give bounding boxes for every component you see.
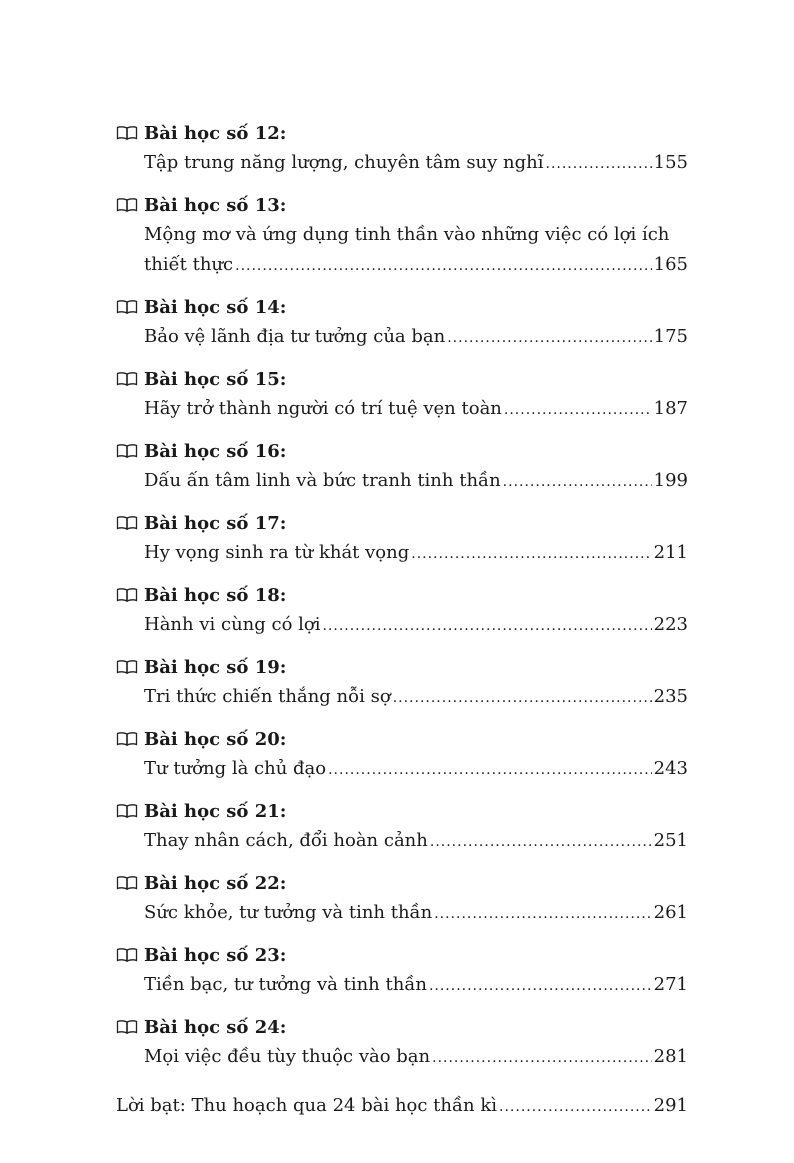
lesson-title: Bảo vệ lãnh địa tư tưởng của bạn [144, 326, 446, 347]
toc-entry-header [116, 652, 688, 682]
afterword-title: Lời bạt: Thu hoạch qua 24 bài học thần kì [116, 1095, 498, 1116]
open-book-icon [116, 947, 138, 963]
lesson-title: Tập trung năng lượng, chuyên tâm suy nghĩ [144, 152, 544, 173]
page-number: 155 [653, 152, 688, 173]
toc-entry[interactable] [116, 292, 688, 353]
toc-entry-header [116, 796, 688, 826]
open-book-icon [116, 299, 138, 315]
toc-entry-line [116, 322, 688, 353]
lesson-title: Sức khỏe, tư tưởng và tinh thần [144, 902, 433, 923]
toc-afterword[interactable] [116, 1091, 688, 1122]
dot-leader [235, 251, 652, 281]
toc-entry-header [116, 118, 688, 148]
lesson-label: Bài học số 22: [144, 872, 287, 894]
open-book-icon [116, 125, 138, 141]
dot-leader [393, 683, 652, 713]
lesson-label: Bài học số 13: [144, 194, 287, 216]
toc-entry-line [116, 538, 688, 569]
lesson-title: Tư tưởng là chủ đạo [144, 758, 327, 779]
lesson-title: Dấu ấn tâm linh và bức tranh tinh thần [144, 470, 501, 491]
lesson-label: Bài học số 23: [144, 944, 287, 966]
page-number: 271 [653, 974, 688, 995]
toc-entry-header [116, 190, 688, 220]
open-book-icon [116, 587, 138, 603]
lesson-label: Bài học số 15: [144, 368, 287, 390]
dot-leader [429, 971, 652, 1001]
toc-entry-header [116, 508, 688, 538]
lesson-title: Tri thức chiến thắng nỗi sợ [144, 686, 391, 707]
page-number: 211 [653, 542, 688, 563]
page-number: 243 [653, 758, 688, 779]
toc-entry-header [116, 940, 688, 970]
dot-leader [434, 899, 651, 929]
open-book-icon [116, 731, 138, 747]
toc-entry[interactable] [116, 508, 688, 569]
toc-entry-line [116, 148, 688, 179]
toc-entry-line [116, 250, 688, 281]
toc-entry[interactable] [116, 796, 688, 857]
dot-leader [546, 149, 652, 179]
toc-entry-line [116, 1042, 688, 1073]
lesson-title: Mọi việc đều tùy thuộc vào bạn [144, 1046, 431, 1067]
open-book-icon [116, 371, 138, 387]
page-number: 235 [653, 686, 688, 707]
open-book-icon [116, 1019, 138, 1035]
toc-entry[interactable] [116, 364, 688, 425]
dot-leader [447, 323, 651, 353]
lesson-title: Thay nhân cách, đổi hoàn cảnh [144, 830, 428, 851]
toc-entry-title-line [116, 220, 688, 250]
toc-entry-line [116, 394, 688, 425]
toc-entries [116, 118, 688, 1073]
lesson-label: Bài học số 19: [144, 656, 287, 678]
dot-leader [322, 611, 651, 641]
dot-leader [499, 1092, 652, 1122]
toc-entry[interactable] [116, 1012, 688, 1073]
lesson-title-text: Mộng mơ và ứng dụng tinh thần vào những việc có lợi ích [144, 224, 670, 245]
lesson-title: thiết thực [144, 254, 234, 275]
lesson-label: Bài học số 14: [144, 296, 287, 318]
open-book-icon [116, 197, 138, 213]
toc-entry[interactable] [116, 190, 688, 281]
page-number: 261 [653, 902, 688, 923]
toc-entry-header [116, 868, 688, 898]
toc-entry-line [116, 466, 688, 497]
toc-entry-line [116, 970, 688, 1001]
lesson-title: Hy vọng sinh ra từ khát vọng [144, 542, 410, 563]
dot-leader [411, 539, 651, 569]
toc-entry-header [116, 580, 688, 610]
lesson-label: Bài học số 18: [144, 584, 287, 606]
toc-entry[interactable] [116, 118, 688, 179]
toc-entry-header [116, 292, 688, 322]
open-book-icon [116, 515, 138, 531]
lesson-title: Tiền bạc, tư tưởng và tinh thần [144, 974, 427, 995]
page-number: 223 [653, 614, 688, 635]
afterword-page-number: 291 [653, 1095, 688, 1116]
dot-leader [430, 827, 652, 857]
toc-entry[interactable] [116, 868, 688, 929]
dot-leader [328, 755, 652, 785]
page-number: 199 [653, 470, 688, 491]
toc-entry-line [116, 610, 688, 641]
lesson-label: Bài học số 21: [144, 800, 287, 822]
toc-entry[interactable] [116, 652, 688, 713]
dot-leader [503, 467, 652, 497]
dot-leader [504, 395, 652, 425]
lesson-label: Bài học số 24: [144, 1016, 287, 1038]
toc-entry[interactable] [116, 580, 688, 641]
toc-entry-header [116, 436, 688, 466]
dot-leader [432, 1043, 652, 1073]
toc-entry-header [116, 1012, 688, 1042]
toc-entry-line [116, 682, 688, 713]
lesson-title: Hãy trở thành người có trí tuệ vẹn toàn [144, 398, 502, 419]
open-book-icon [116, 443, 138, 459]
lesson-label: Bài học số 17: [144, 512, 287, 534]
open-book-icon [116, 803, 138, 819]
open-book-icon [116, 875, 138, 891]
toc-entry-header [116, 724, 688, 754]
toc-entry-line [116, 898, 688, 929]
toc-entry[interactable] [116, 436, 688, 497]
lesson-label: Bài học số 20: [144, 728, 287, 750]
open-book-icon [116, 659, 138, 675]
toc-entry-line [116, 754, 688, 785]
toc-entry-header [116, 364, 688, 394]
page-number: 175 [653, 326, 688, 347]
toc-entry[interactable] [116, 724, 688, 785]
lesson-label: Bài học số 16: [144, 440, 287, 462]
toc-entry[interactable] [116, 940, 688, 1001]
page-number: 281 [653, 1046, 688, 1067]
page-number: 165 [653, 254, 688, 275]
toc-entry-line [116, 826, 688, 857]
lesson-title: Hành vi cùng có lợi [144, 614, 321, 635]
lesson-label: Bài học số 12: [144, 122, 287, 144]
page-number: 187 [653, 398, 688, 419]
table-of-contents [116, 118, 688, 1122]
page-number: 251 [653, 830, 688, 851]
